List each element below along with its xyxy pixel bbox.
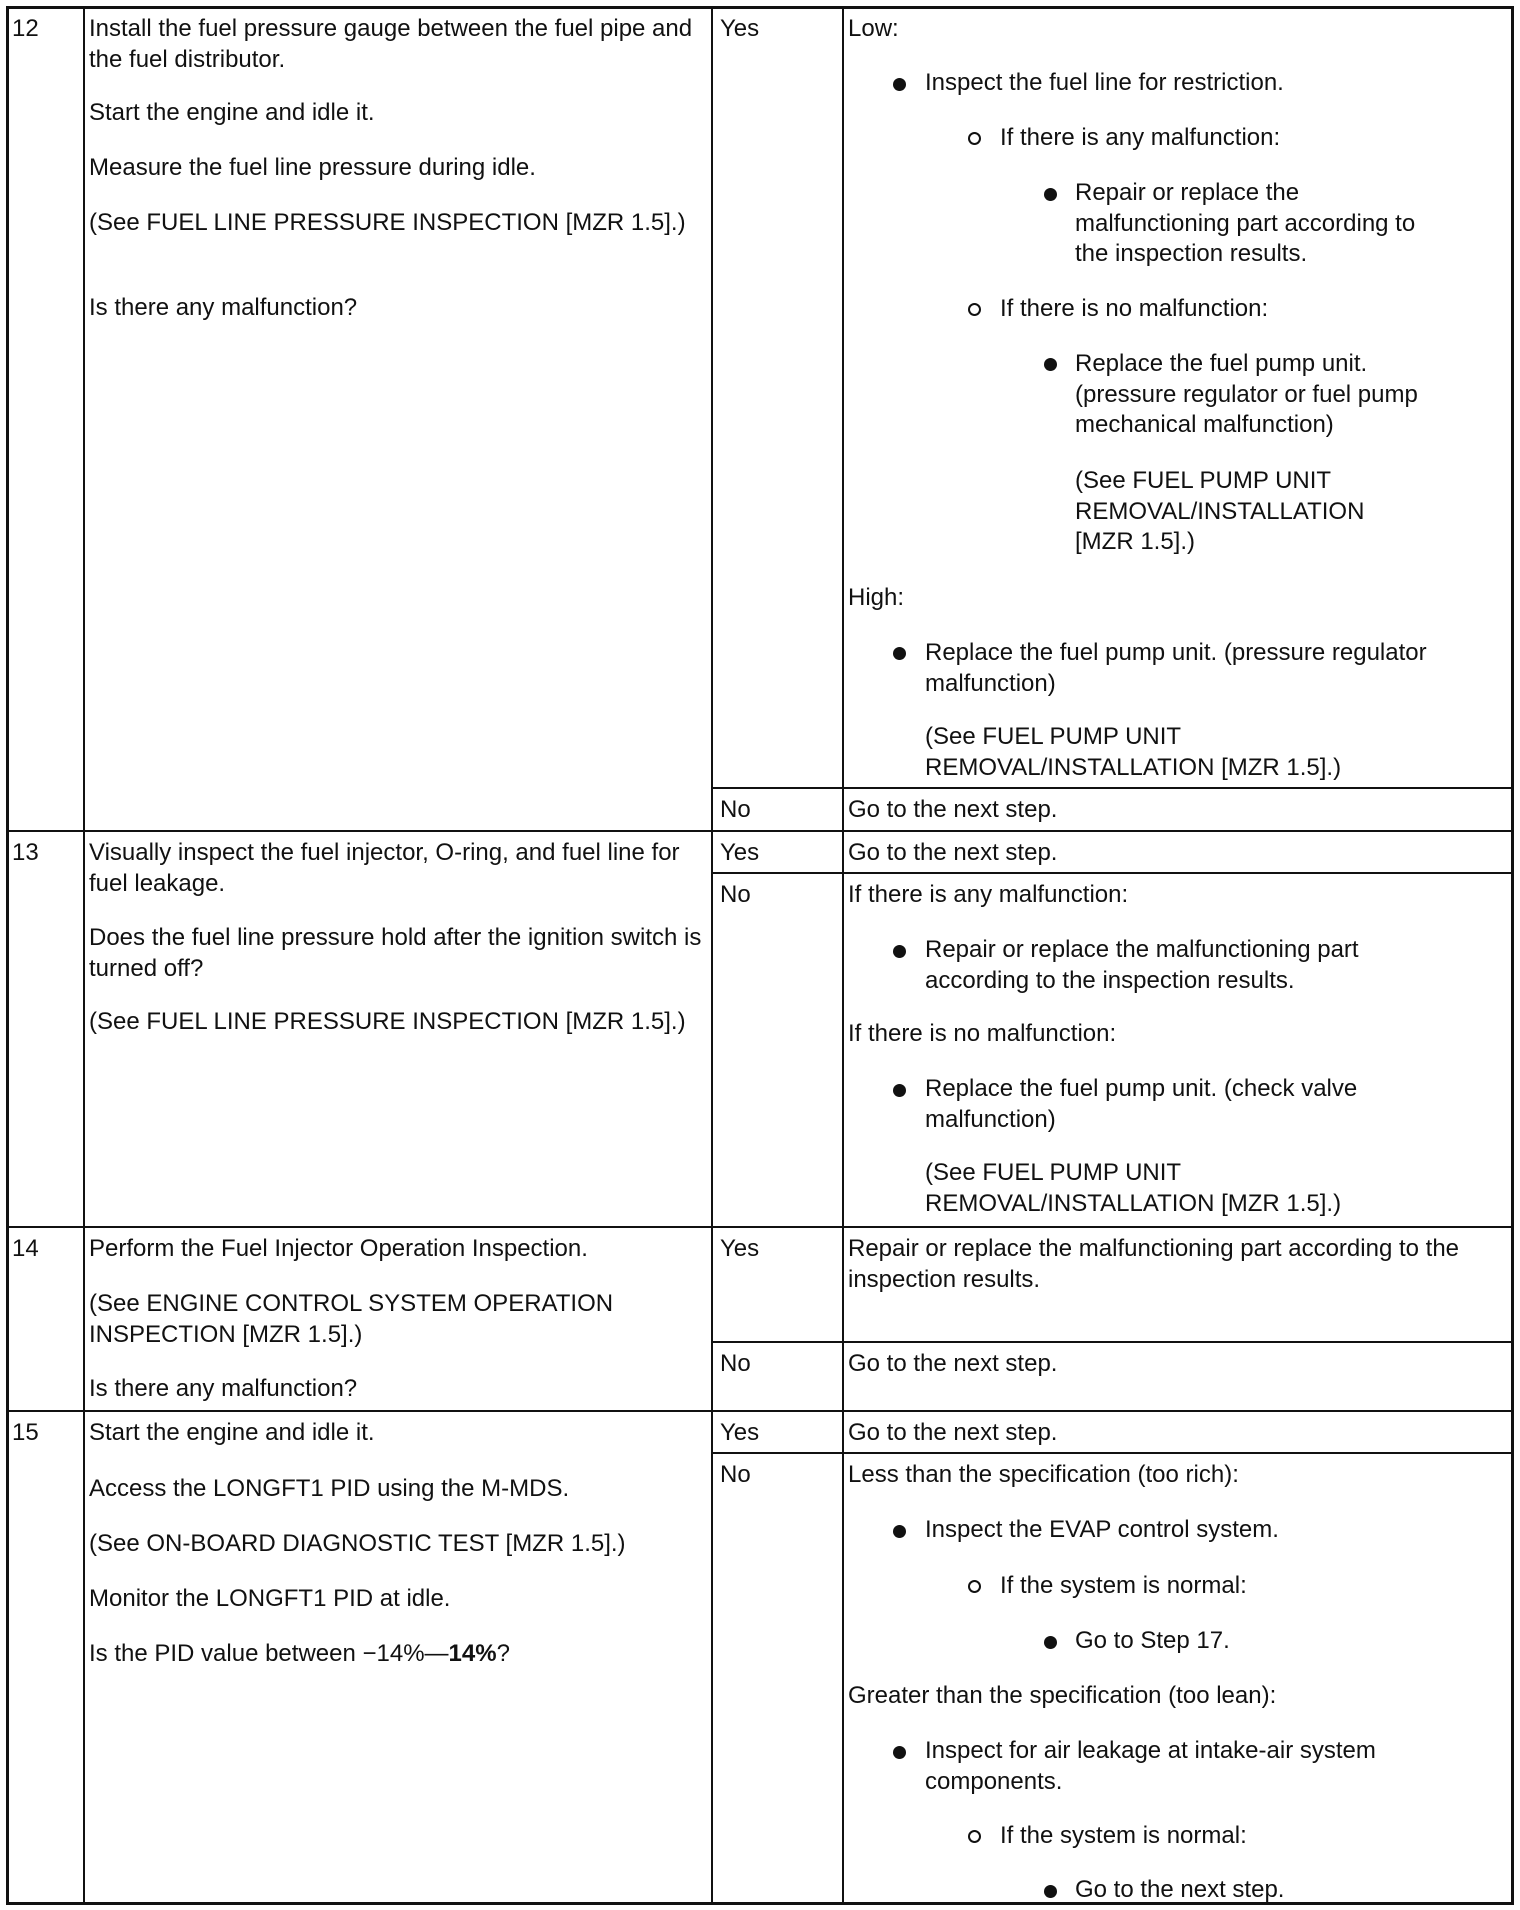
sub-bullet-text: If there is no malfunction: [1000,295,1269,322]
bullet-icon [1044,358,1057,371]
bullet-text: Inspect for air leakage at intake-air system components. [925,1737,1376,1795]
question-suffix: ? [496,1640,510,1667]
table-border-top [6,6,1514,9]
action-text: Visually inspect the fuel injector, O-ring, and fuel line for fuel leakage. [89,839,680,897]
yes-result: Go to the next step. [848,839,1058,866]
table-border-right [1511,6,1514,1905]
action-text: Perform the Fuel Injector Operation Inspection. [89,1235,588,1262]
condition-text: If there is any malfunction: [848,881,1129,908]
condition-text: If there is no malfunction: [848,1020,1117,1047]
step-number: 15 [12,1419,39,1446]
action-question [89,1639,699,1670]
bullet-icon [1044,1885,1057,1898]
bullet-text: Go to Step 17. [1075,1627,1230,1654]
bullet-text: Repair or replace the malfunctioning part according to the inspection results. [1075,179,1416,267]
bullet-icon [893,1084,906,1097]
yes-result: Go to the next step. [848,1419,1058,1446]
bullet-text: Replace the fuel pump unit. (pressure regulator or fuel pump mechanical malfunction) [1075,350,1418,438]
bullet-text: Inspect the EVAP control system. [925,1516,1279,1543]
action-text: Measure the fuel line pressure during idle. [89,154,536,181]
action-text: Install the fuel pressure gauge between the fuel pipe and the fuel distributor. [89,15,693,73]
bullet-text: Replace the fuel pump unit. (check valve malfunction) [925,1075,1358,1133]
bullet-icon [893,647,906,660]
reference-text: (See FUEL PUMP UNIT REMOVAL/INSTALLATION [MZR 1.5].) [925,723,1342,781]
bullet-icon [893,78,906,91]
action-text: Access the LONGFT1 PID using the M-MDS. [89,1475,570,1502]
no-result: Go to the next step. [848,1350,1058,1377]
circle-bullet-icon [968,303,981,316]
bullet-icon [893,945,906,958]
question-prefix: Is the PID value between −14%— [89,1640,449,1667]
action-text: Start the engine and idle it. [89,99,375,126]
sub-sep-15 [711,1452,1514,1454]
action-reference: (See ENGINE CONTROL SYSTEM OPERATION INSPECTION [MZR 1.5].) [89,1290,614,1348]
yes-label: Yes [720,1235,760,1262]
row-sep-12-13 [6,830,1514,832]
yes-label: Yes [720,1419,760,1446]
step-number: 13 [12,839,39,866]
bullet-text: Repair or replace the malfunctioning part according to the inspection results. [925,936,1359,994]
col-sep-step [83,6,85,1905]
condition-text: Less than the specification (too rich): [848,1461,1239,1488]
bullet-icon [1044,1636,1057,1649]
condition-text: Greater than the specification (too lean): [848,1682,1277,1709]
question-bold-value: 14% [448,1640,497,1667]
bullet-icon [1044,188,1057,201]
no-label: No [720,881,751,908]
step-number: 12 [12,15,39,42]
table-border-left [6,6,9,1905]
action-reference: (See ON-BOARD DIAGNOSTIC TEST [MZR 1.5].) [89,1530,626,1557]
low-label: Low: [848,15,899,42]
no-result: Go to the next step. [848,796,1058,823]
no-label: No [720,796,751,823]
high-label: High: [848,584,905,611]
bullet-icon [893,1746,906,1759]
yes-label: Yes [720,15,760,42]
action-reference: (See FUEL LINE PRESSURE INSPECTION [MZR 1.5].) [89,1008,686,1035]
action-question: Is there any malfunction? [89,294,358,321]
bullet-icon [893,1525,906,1538]
row-sep-13-14 [6,1226,1514,1228]
action-text: Monitor the LONGFT1 PID at idle. [89,1585,451,1612]
sub-sep-14 [711,1341,1514,1343]
action-text: Start the engine and idle it. [89,1419,375,1446]
circle-bullet-icon [968,1580,981,1593]
action-reference: (See FUEL LINE PRESSURE INSPECTION [MZR 1.5].) [89,209,686,236]
yes-result: Repair or replace the malfunctioning part according to the inspection results. [848,1235,1460,1293]
sub-bullet-text: If the system is normal: [1000,1572,1247,1599]
action-question: Is there any malfunction? [89,1375,358,1402]
bullet-text: Inspect the fuel line for restriction. [925,69,1284,96]
sub-bullet-text: If there is any malfunction: [1000,124,1281,151]
reference-text: (See FUEL PUMP UNIT REMOVAL/INSTALLATION [MZR 1.5].) [1075,467,1365,555]
bullet-text: Replace the fuel pump unit. (pressure regulator malfunction) [925,639,1427,697]
col-sep-action [711,6,713,1905]
yes-label: Yes [720,839,760,866]
bullet-text: Go to the next step. [1075,1876,1285,1903]
reference-text: (See FUEL PUMP UNIT REMOVAL/INSTALLATION [MZR 1.5].) [925,1159,1342,1217]
circle-bullet-icon [968,1830,981,1843]
sub-sep-13 [711,872,1514,874]
sub-sep-12 [711,787,1514,789]
circle-bullet-icon [968,132,981,145]
row-sep-14-15 [6,1410,1514,1412]
no-label: No [720,1350,751,1377]
sub-bullet-text: If the system is normal: [1000,1822,1247,1849]
step-number: 14 [12,1235,39,1262]
no-label: No [720,1461,751,1488]
action-question: Does the fuel line pressure hold after the ignition switch is turned off? [89,924,702,982]
col-sep-result [842,6,844,1905]
